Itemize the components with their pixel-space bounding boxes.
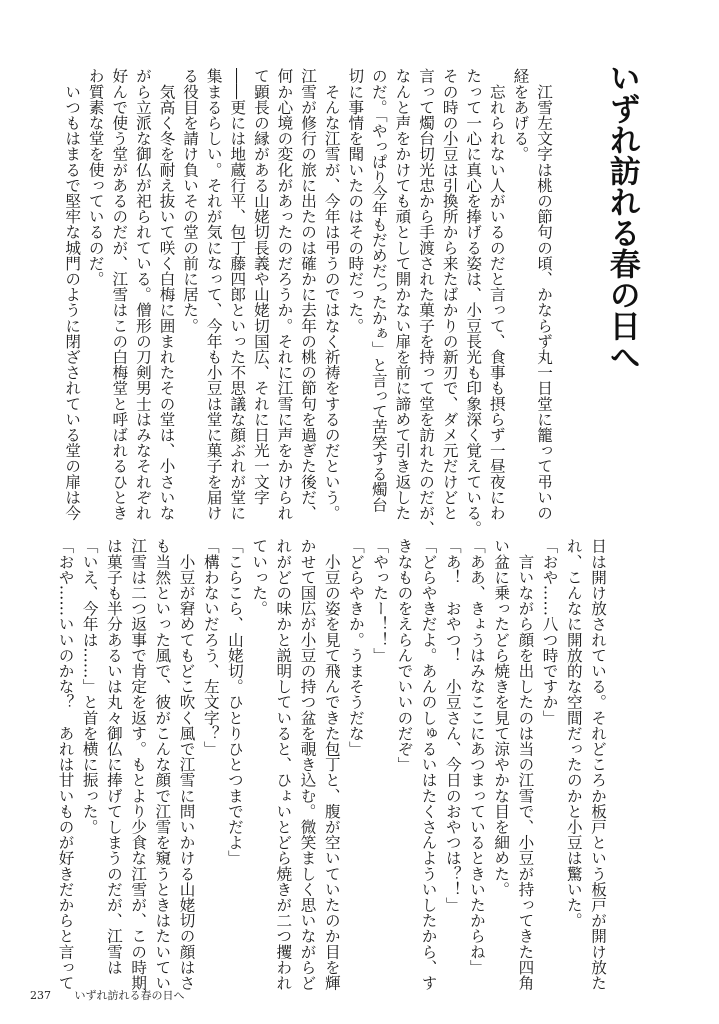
text-column: 江雪は二つ返事で肯定を返す。もとより少食な江雪が、この時期 <box>129 538 148 991</box>
text-column: 集まるらしい。それが気になって、今年も小豆は堂に菓子を届け <box>204 68 223 521</box>
text-column: 「どらやきだよ。あんのしゅるいはたくさんよういしたから、す <box>419 538 438 991</box>
text-column: かせて国広が小豆の持つ盆を覗き込む。微笑ましく思いながらど <box>298 538 317 991</box>
text-column: 江雪が修行の旅に出たのは確かに去年の桃の節句を過ぎた後だ、 <box>299 68 318 521</box>
text-column: いつもはまるで堅牢な城門のように閉ざされている堂の扉は今 <box>63 68 82 521</box>
text-column: がら立派な御仏が祀られている。僧形の刀剣男士はみなそれぞれ <box>133 68 152 521</box>
text-column: 江雪左文字は桃の節句の頃、かならず丸一日堂に籠って弔いの <box>535 68 553 521</box>
text-column: 気高く冬を耐え抜いて咲く白梅に囲まれたその堂は、小さいな <box>157 68 176 521</box>
page-number: 237 <box>30 989 51 1002</box>
text-column: のだ。「やっぱり今年もだめだったかぁ」と言って苦笑する燭台 <box>369 68 388 513</box>
text-column: その時の小豆は引換所から来たばかりの新刃で、ダメ元だけどと <box>440 68 459 521</box>
story-title: いずれ訪れる春の日へ <box>603 62 640 372</box>
text-column: 「おや……いいのかな？ あれは甘いものが好きだからと言って <box>56 538 75 991</box>
text-column: 「構わないだろう、左文字？」 <box>201 538 220 757</box>
text-column: 好んで使う堂があるのだが、江雪はこの白梅堂と呼ばれるひとき <box>110 68 129 521</box>
text-column: ていった。 <box>250 538 269 616</box>
text-column: 言って燭台切光忠から手渡された菓子を持って堂を訪れたのだが、 <box>417 68 436 536</box>
text-column: なんと声をかけても頑として開かない扉を前に諦めて引き返した <box>393 68 412 521</box>
text-column: 小豆が窘めてもどこ吹く風で江雪に問いかける山姥切の顔はさ <box>177 538 196 991</box>
text-column: きなものをえらんでいいのだぞ」 <box>395 538 414 772</box>
text-column: 「やったー！！」 <box>371 538 390 663</box>
text-column: 言いながら顔を出したのは当の江雪で、小豆が持ってきた四角 <box>516 538 535 991</box>
text-column: 小豆の姿を見て飛んできた包丁と、腹が空いていたのか目を輝 <box>322 538 341 991</box>
text-column: れがどの味かと説明していると、ひょいとどら焼きが二つ攫われ <box>274 538 293 991</box>
text-column: れ、こんなに開放的な空間だったのかと小豆は驚いた。 <box>564 538 583 928</box>
text-column: て顕長の縁がある山姥切長義や山姥切国広、それに日光一文字 <box>251 68 270 505</box>
text-column: ――更には地蔵行平、包丁藤四郎といった不思議な顔ぶれが堂に <box>228 68 247 521</box>
text-column: 経をあげる。 <box>511 68 530 162</box>
text-column: 「こらこら、山姥切。ひとりひとつまでだよ」 <box>225 538 244 866</box>
lower-text-block <box>52 538 610 991</box>
text-column: る役目を請け負いその堂の前に居た。 <box>181 68 200 334</box>
text-column: 忘れられない人がいるのだと言って、食事も摂らず一昼夜にわ <box>487 68 506 521</box>
text-column: 日は開け放されている。それどころか板戸という板戸が開け放た <box>589 538 607 991</box>
page-footer <box>30 987 205 1003</box>
text-column: 「いえ、今年は……」と首を横に振った。 <box>80 538 99 835</box>
upper-text-block <box>59 68 555 536</box>
running-title: いずれ訪れる春の日へ <box>74 989 185 1002</box>
text-column: わ質素な堂を使っているのだ。 <box>86 68 105 287</box>
text-column: 「ああ、きょうはみなここにあつまっているときいたからね」 <box>467 538 486 975</box>
text-column: 「どらやきか。うまそうだな」 <box>346 538 365 757</box>
text-column: 「あ！ おやつ！ 小豆さん、今日のおやつは？！」 <box>443 538 462 913</box>
text-column: そんな江雪が、今年は弔うのではなく祈祷をするのだという。 <box>322 68 341 521</box>
text-column: は菓子も半分あるいは丸々御仏に捧げてしまうのだが、江雪は <box>104 538 123 975</box>
text-column: 「おや……八つ時ですか」 <box>540 538 559 726</box>
text-column: い盆に乗ったどら焼きを見て涼やかな目を細めた。 <box>492 538 511 897</box>
text-column: 切に事情を聞いたのはその時だった。 <box>346 68 365 334</box>
text-column: も当然といった風で、彼がこんな顔で江雪を窺うときはたいてい <box>153 538 172 991</box>
text-column: 何か心境の変化があったのだろうか。それに江雪に声をかけられ <box>275 68 294 521</box>
text-column: たって一心に真心を捧げる姿は、小豆長光も印象深く覚えている。 <box>464 68 483 536</box>
